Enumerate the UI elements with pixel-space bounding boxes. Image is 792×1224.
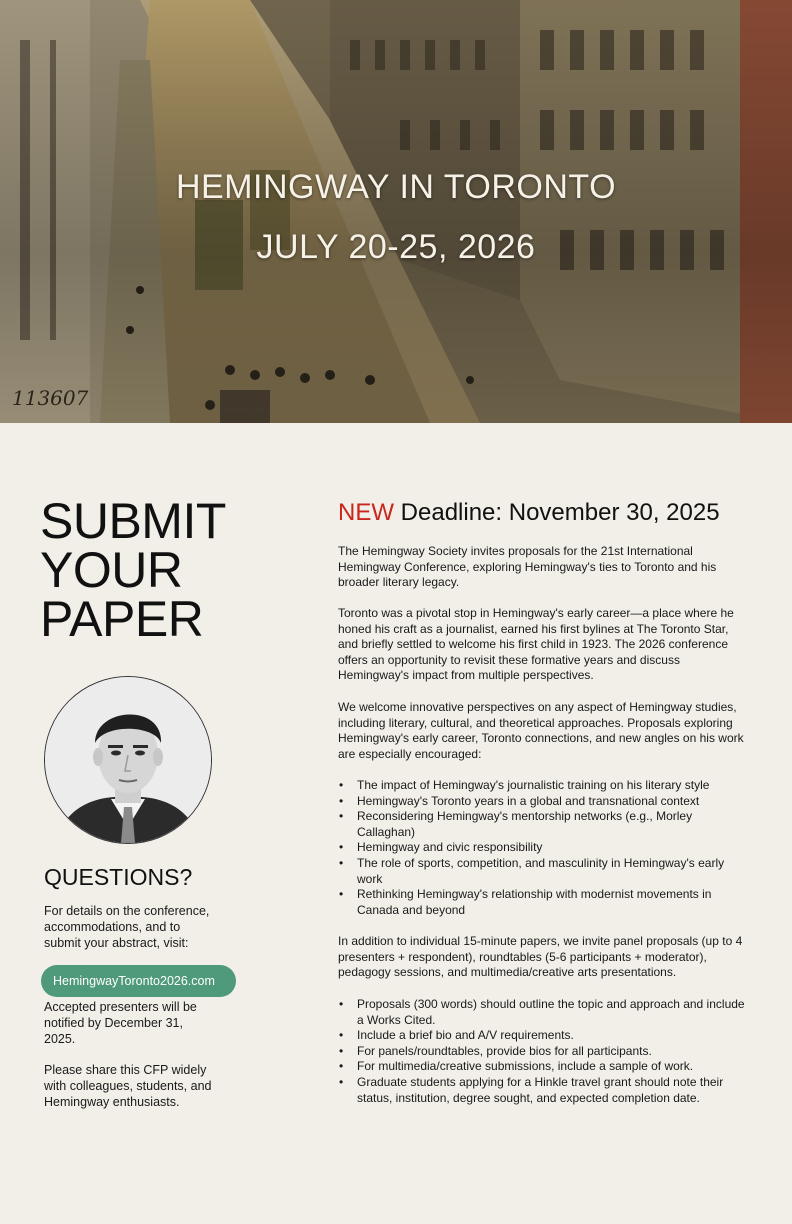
list-item: • Hemingway and civic responsibility	[338, 840, 750, 856]
list-item: • Reconsidering Hemingway's mentorship networks (e.g., Morley Callaghan)	[338, 809, 750, 840]
photo-code: 113607	[12, 386, 89, 410]
new-label: NEW	[338, 499, 394, 526]
formats-paragraph	[338, 934, 750, 981]
list-item: • The impact of Hemingway's journalistic training on his literary style	[338, 778, 750, 794]
list-item: • Graduate students applying for a Hinkle travel grant should note their status, institution, degree sought, and expected completion date.	[338, 1075, 750, 1106]
share-text: Please share this CFP widely with colleagues, students, and Hemingway enthusiasts.	[44, 1063, 212, 1109]
paragraph-text: The Hemingway Society invites proposals for the 21st International Hemingway Conference, exploring Hemingway's ties to Toronto and his broader literary legacy.	[338, 544, 717, 590]
street-photo	[0, 0, 792, 423]
hero-title: HEMINGWAY IN TORONTO	[175, 168, 617, 206]
list-item: • Include a brief bio and A/V requirements.	[338, 1028, 750, 1044]
submit-heading	[40, 493, 280, 647]
list-item: • For panels/roundtables, provide bios for all participants.	[338, 1044, 750, 1060]
deadline-heading	[338, 499, 720, 527]
hero-banner	[0, 0, 792, 423]
submit-heading-line: SUBMIT	[40, 493, 226, 549]
list-item: • Proposals (300 words) should outline the topic and approach and include a Works Cited.	[338, 997, 750, 1028]
questions-heading: QUESTIONS?	[44, 864, 193, 890]
toronto-paragraph	[338, 606, 750, 684]
list-item: • The role of sports, competition, and masculinity in Hemingway's early work	[338, 856, 750, 887]
notified-text: Accepted presenters will be notified by December 31, 2025.	[44, 1000, 197, 1046]
website-link[interactable]: HemingwayToronto2026.com	[41, 965, 236, 997]
deadline-text: Deadline: November 30, 2025	[400, 499, 720, 526]
paragraph-text: Toronto was a pivotal stop in Hemingway's early career—a place where he honed his craft as a journalist, earned his first bylines at The Toronto Star, and briefly settled to welcome his first child in 1923. The 2026 conference offers an opportunity to revisit these formative years and discuss Hemingway's impact from multiple perspectives.	[338, 606, 734, 683]
paragraph-text: In addition to individual 15-minute papers, we invite panel proposals (up to 4 presenters + respondent), roundtables (5-6 participants + moderator), pedagogy sessions, and multimedia/creative arts presentations.	[338, 934, 743, 980]
submit-heading-line: PAPER	[40, 591, 204, 647]
requirements-list	[338, 997, 750, 1106]
details-text: For details on the conference, accommodations, and to submit your abstract, visit:	[44, 904, 210, 950]
portrait-photo	[44, 676, 212, 844]
paragraph-text: We welcome innovative perspectives on any aspect of Hemingway studies, including literary, cultural, and theoretical approaches. Proposals exploring Hemingway's early career, Toronto connections, and new angles on his work are especially encouraged:	[338, 700, 744, 761]
list-item: • Rethinking Hemingway's relationship with modernist movements in Canada and beyond	[338, 887, 750, 918]
hero-dates: JULY 20-25, 2026	[256, 228, 536, 266]
portrait-illustration	[45, 677, 211, 843]
intro-paragraph	[338, 544, 750, 591]
list-item: • Hemingway's Toronto years in a global and transnational context	[338, 794, 750, 810]
list-item: • For multimedia/creative submissions, include a sample of work.	[338, 1059, 750, 1075]
topics-list	[338, 778, 750, 918]
welcome-paragraph	[338, 700, 750, 762]
submit-heading-line: YOUR	[40, 542, 183, 598]
